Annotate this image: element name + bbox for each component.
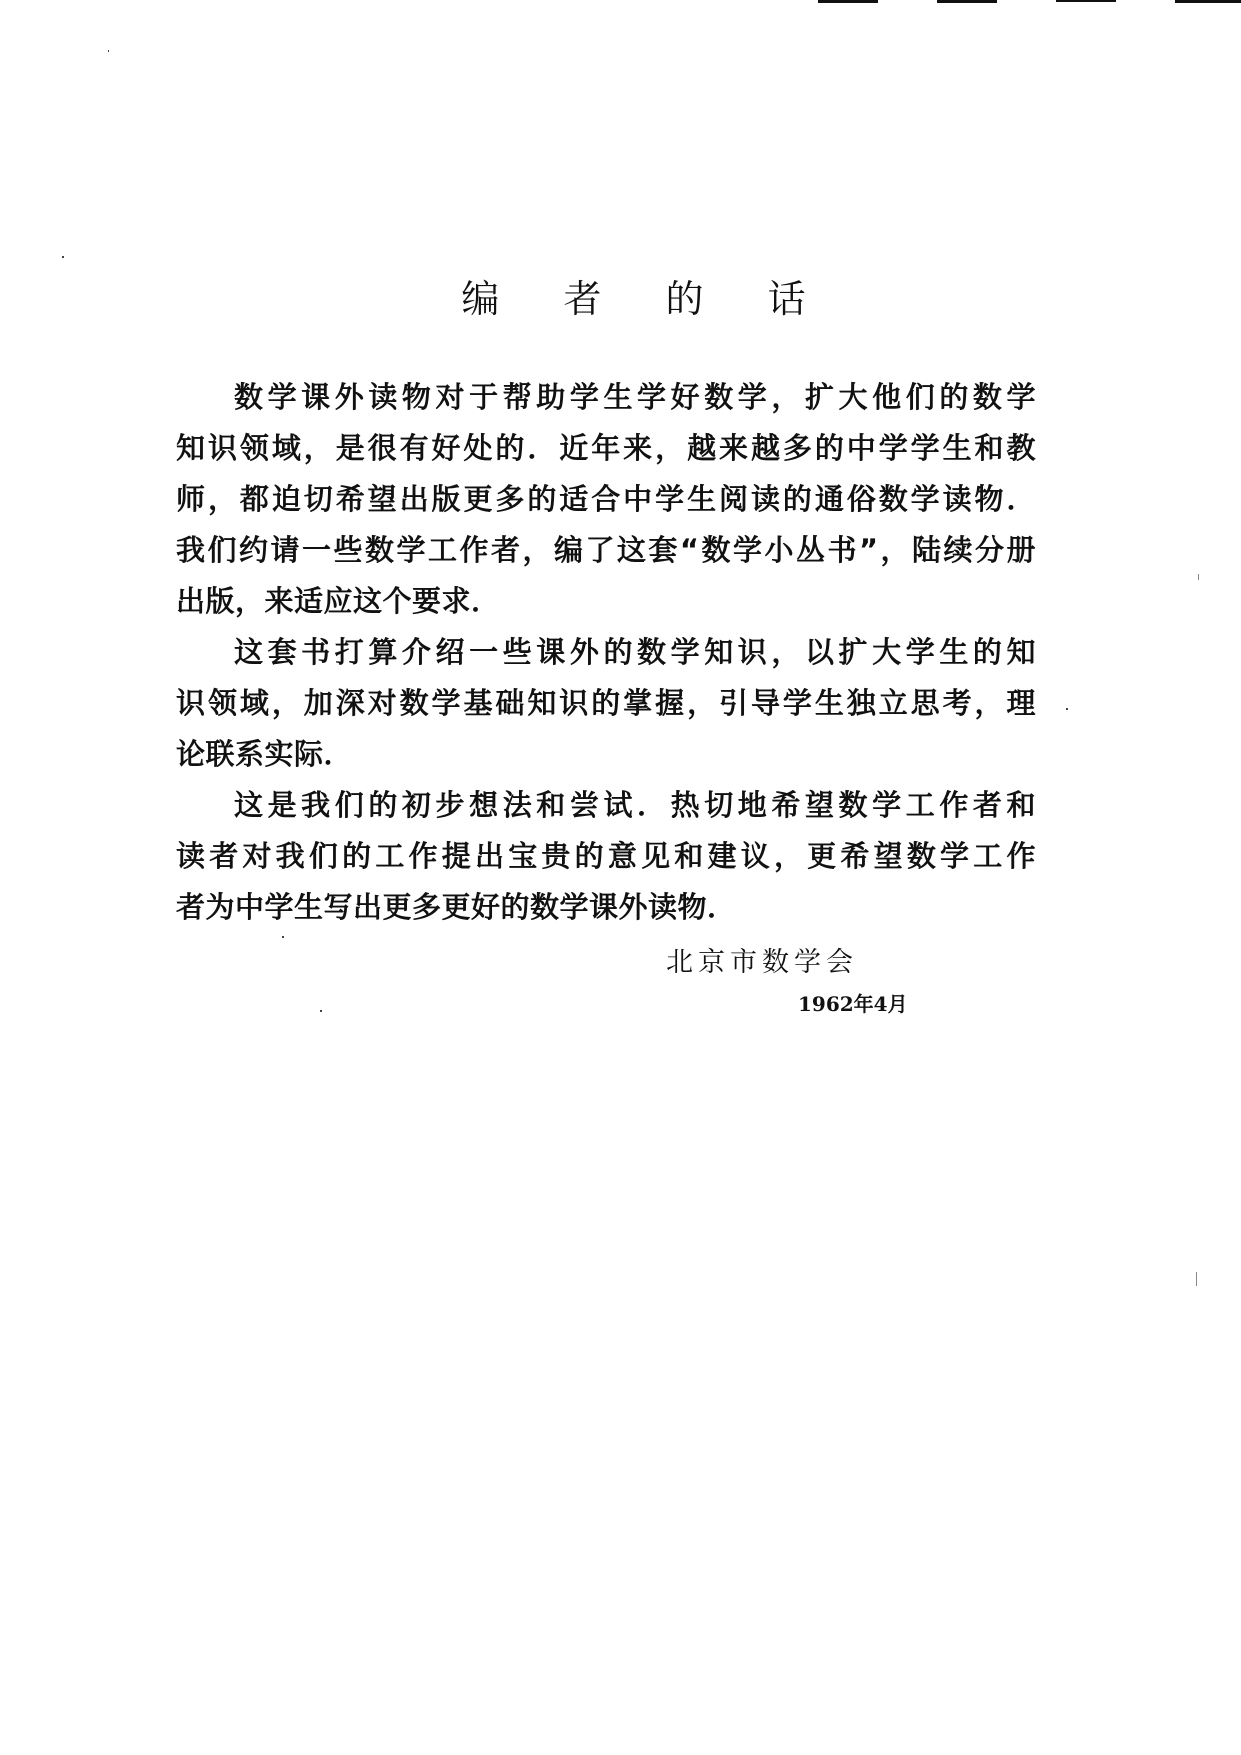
preface-body [176,372,1036,933]
scan-speck [320,1010,322,1012]
scan-speck [1066,708,1068,710]
paragraph-line: 论联系实际． [176,737,354,771]
scan-mark [937,0,997,3]
paragraph-line: 出版，来适应这个要求． [176,584,501,618]
paragraph-line: 识领域，加深对数学基础知识的掌握，引导学生独立思考，理 [176,686,1036,720]
scan-speck [62,256,64,258]
paragraph-line: 者为中学生写出更多更好的数学课外读物． [176,890,737,924]
scan-speck [282,936,284,938]
signature: 北京市数学会 [666,947,858,978]
scan-mark [1175,0,1241,3]
paragraph-line: 我们约请一些数学工作者，编了这套“数学小丛书”，陆续分册 [176,533,1036,567]
date: 1962年4月 [798,992,908,1016]
paragraph-line: 读者对我们的工作提出宝贵的意见和建议，更希望数学工作 [176,839,1036,873]
scan-mark [1056,0,1116,2]
scan-speck [108,50,109,52]
scan-mark [818,0,878,3]
paragraph-line: 这是我们的初步想法和尝试．热切地希望数学工作者和 [234,788,1036,822]
scan-speck [1196,1272,1197,1286]
paragraph-line: 师，都迫切希望出版更多的适合中学生阅读的通俗数学读物． [176,482,1036,516]
scan-speck [1198,574,1199,580]
page-title: 编 者 的 话 [461,277,832,321]
paragraph-line: 知识领域，是很有好处的．近年来，越来越多的中学学生和教 [176,431,1036,465]
paragraph-line: 这套书打算介绍一些课外的数学知识，以扩大学生的知 [234,635,1036,669]
paragraph-line: 数学课外读物对于帮助学生学好数学，扩大他们的数学 [234,380,1036,414]
